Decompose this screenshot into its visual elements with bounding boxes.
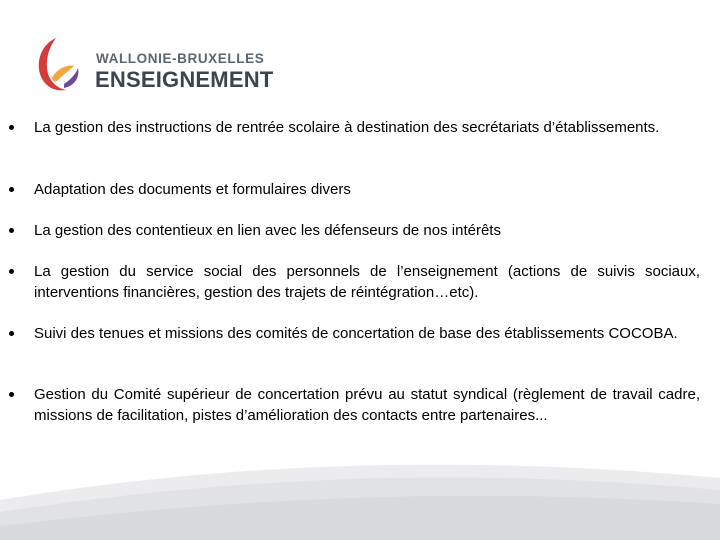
- list-item: [34, 323, 700, 344]
- list-item: [34, 117, 700, 138]
- list-item-text: La gestion des contentieux en lien avec les défenseurs de nos intérêts: [34, 222, 501, 239]
- bullet-dot-icon: [9, 269, 14, 274]
- list-item: [34, 179, 700, 200]
- list-item-text: La gestion du service social des personnels de l’enseignement (actions de suivis sociaux, interventions financières, gestion des trajets de réintégration…etc).: [34, 263, 700, 301]
- list-item: [34, 384, 700, 426]
- logo-text-main: ENSEIGNEMENT: [95, 67, 274, 92]
- list-item-text: La gestion des instructions de rentrée scolaire à destination des secrétariats d’établissements.: [34, 119, 660, 136]
- bullet-dot-icon: [9, 331, 14, 336]
- bullet-dot-icon: [9, 392, 14, 397]
- list-item-text: Gestion du Comité supérieur de concertation prévu au statut syndical (règlement de travail cadre, missions de facilitation, pistes d’amélioration des contacts entre partenaires...: [34, 386, 700, 424]
- list-item-text: Suivi des tenues et missions des comités de concertation de base des établissements COCOBA.: [34, 325, 678, 342]
- bullet-dot-icon: [9, 187, 14, 192]
- bullet-dot-icon: [9, 125, 14, 130]
- list-item: [34, 220, 700, 241]
- list-item: [34, 261, 700, 303]
- decorative-swoosh: [0, 430, 720, 540]
- list-item-text: Adaptation des documents et formulaires divers: [34, 181, 351, 198]
- logo-text-top: WALLONIE-BRUXELLES: [96, 51, 265, 66]
- bullet-dot-icon: [9, 228, 14, 233]
